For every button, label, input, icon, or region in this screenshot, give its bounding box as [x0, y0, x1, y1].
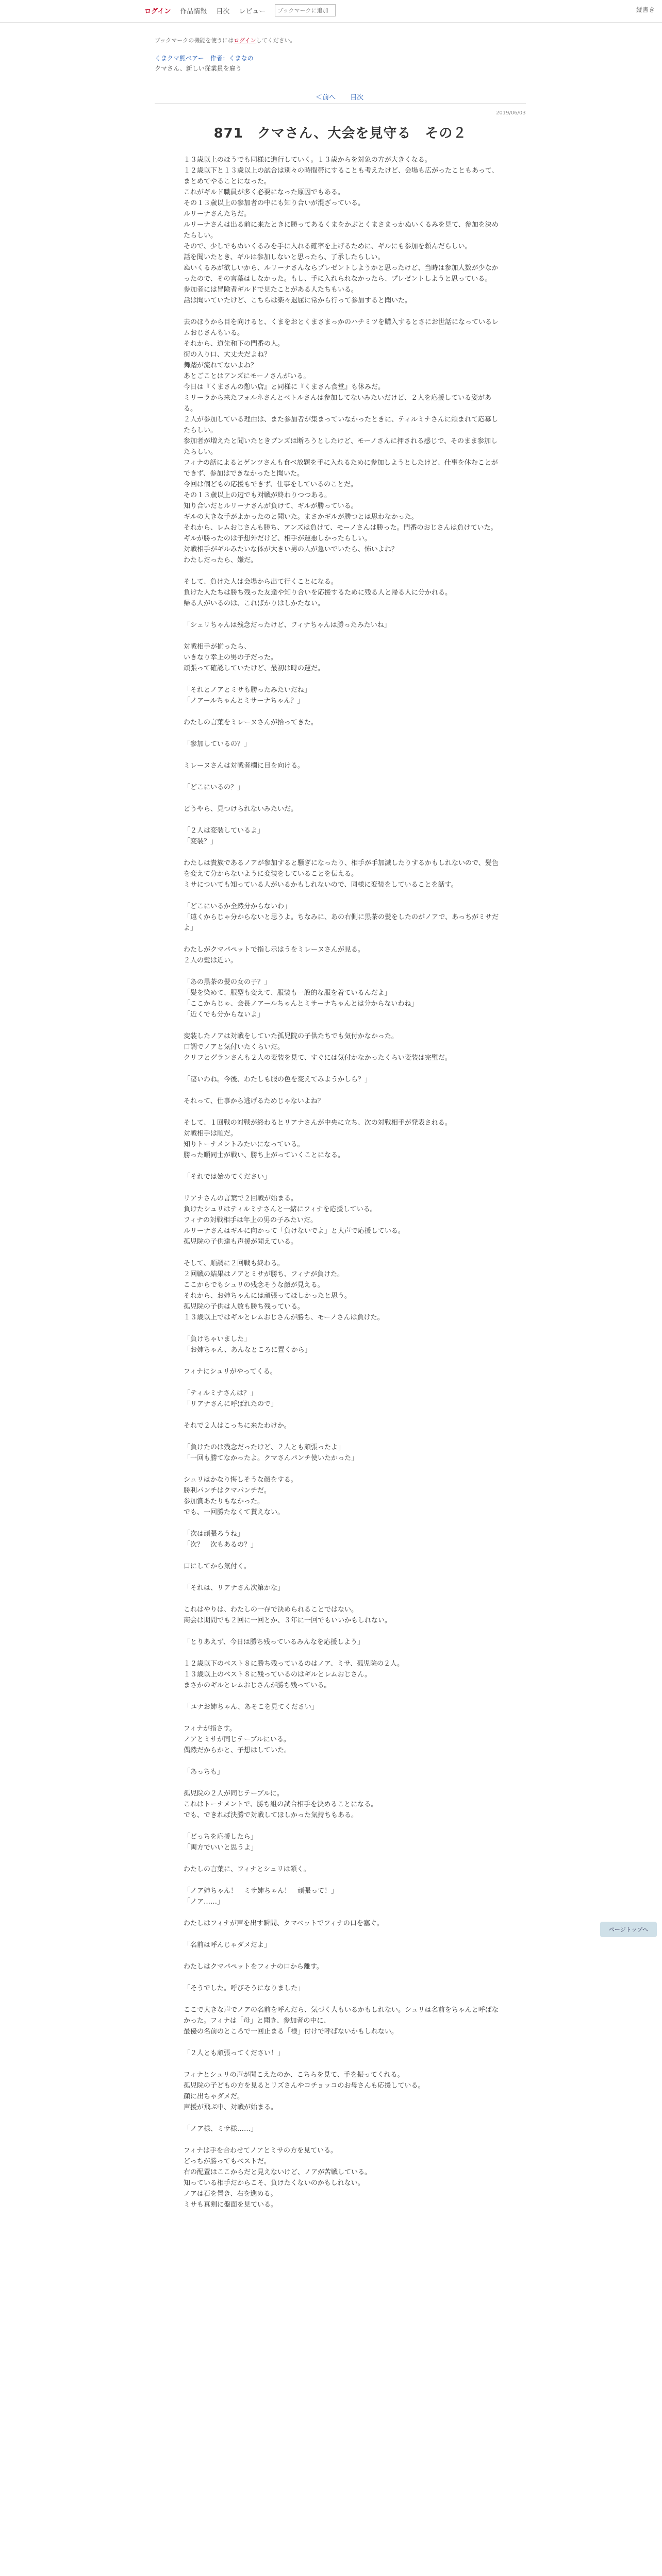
paragraph-gap — [184, 934, 503, 944]
body-line: フィナにシュリがやってくる。 — [184, 1368, 277, 1376]
notice-suffix: してください。 — [256, 37, 296, 44]
nav-item-review[interactable]: レビュー — [239, 7, 266, 15]
paragraph-gap — [184, 1431, 503, 1442]
body-line: 帰る人がいるのは、こればかりはしかたない。 — [184, 600, 325, 607]
paragraph-gap — [184, 1063, 503, 1074]
body-line: フィナとシュリの声が聞こえたのか、こちらを見て、手を振ってくれる。 — [184, 2071, 404, 2079]
body-line: 孤児院の子供達も声援が聞えている。 — [184, 1238, 298, 1246]
body-line: 知っている相手だからこそ、負けたくないのかもしれない。 — [184, 2179, 365, 2187]
body-line: それで２人はこっちに来たわけか。 — [184, 1422, 291, 1430]
notice-login-link[interactable]: ログイン — [234, 37, 256, 44]
login-link[interactable]: ログイン — [144, 7, 171, 15]
body-line: フィナは手を合わせてノアとミサの方を見ている。 — [184, 2147, 337, 2155]
body-line: 舞踏が流れてないよね？ — [184, 362, 258, 369]
body-line: ぬいくるみが欲しいから、ルリーナさんならプレゼントしようかと思ったけど、当時は参加人数が少なかったので、その言葉はしなかった。もし、手に入れられなかったら、プレゼントしようと思っている。 — [184, 264, 499, 283]
paragraph-gap — [184, 2037, 503, 2048]
body-line: 孤児院の子どもの方を見るとリズさんやコチョッコのお母さんも応援している。 — [184, 2082, 425, 2090]
body-line: 勝利パンチはクマパンチだ。 — [184, 1487, 271, 1495]
body-line: 「名前は呼んじゃダメだよ」 — [184, 1941, 271, 1949]
body-line: ここからでもシュリの残念そうな顔が見える。 — [184, 1281, 324, 1289]
nav-item-work-info[interactable]: 作品情報 — [180, 7, 207, 15]
body-line: 「それでは始めてください」 — [184, 1173, 271, 1181]
body-line: それから、お姉ちゃんには頑張ってほしかったと思う。 — [184, 1292, 352, 1300]
body-line: わたしは貴族であるノアが参加すると騒ぎになったり、相手が手加減したりするかもしれないので、髪色を変えて分からないように変装をしていることを伝える。 — [184, 859, 499, 878]
body-line: クリフとグランさんも２人の変装を見て、すぐには気付かなかったくらい変装は完璧だ。 — [184, 1054, 452, 1062]
body-line: わたしの言葉に、フィナとシュリは頷く。 — [184, 1866, 310, 1873]
body-line: 「あの黒茶の髪の女の子？」 — [184, 978, 271, 986]
body-line: 「それは、リアナさん次第かな」 — [184, 1584, 285, 1592]
paragraph-gap — [184, 1691, 503, 1702]
paragraph-gap — [184, 1161, 503, 1172]
body-line: ノアは石を置き、右を進める。 — [184, 2190, 277, 2198]
divider — [155, 103, 526, 104]
chapter-subtitle: クマさん、新しい従業員を雇う — [155, 65, 242, 72]
body-line: これはやりは、わたしの一存で決められることではない。 — [184, 1606, 358, 1614]
body-line: そして、１回戦の対戦が終わるとリアナさんが中央に立ち、次の対戦相手が発表される。 — [184, 1119, 452, 1127]
body-line: どうやら、見つけられないみたいだ。 — [184, 805, 298, 813]
body-line: 「変装？」 — [184, 838, 218, 845]
paragraph-gap — [184, 1518, 503, 1529]
body-line: 負けたシュリはティルミナさんと一緒にフィナを応援している。 — [184, 1206, 377, 1213]
paragraph-gap — [184, 1182, 503, 1193]
body-line: 「負けたのは残念だったけど、２人とも頑張ったよ」 — [184, 1444, 345, 1451]
paragraph-gap — [184, 1626, 503, 1637]
body-line: それから、道先和下の門番の人。 — [184, 340, 285, 348]
paragraph-gap — [184, 1713, 503, 1723]
page-top-button[interactable]: ページトップへ — [600, 1922, 657, 1937]
paragraph-gap — [184, 1907, 503, 1918]
body-line: 最優の名前のところで一回止まる「様」付けで呼ばないかもしれない。 — [184, 2028, 398, 2036]
body-line: 「ノア姉ちゃん！ ミサ姉ちゃん！ 頑張って！」 — [184, 1887, 338, 1895]
body-line: 口にしてから気付く。 — [184, 1563, 251, 1570]
body-line: 「とりあえず、今日は勝ち残っているみんなを応援しよう」 — [184, 1638, 364, 1646]
body-line: そして、負けた人は会場から出て行くことになる。 — [184, 578, 338, 586]
body-line: 「次？ 次もあるの？」 — [184, 1541, 258, 1549]
body-line: フィナが指さす。 — [184, 1725, 236, 1733]
body-line: 今回は個どもの応援もできず、仕事をしているのことだ。 — [184, 481, 357, 488]
body-line: 「シュリちゃんは残念だったけど、フィナちゃんは勝ったみたいね」 — [184, 621, 391, 629]
prev-link[interactable]: ＜前へ — [316, 94, 336, 101]
body-line: 「参加しているの？」 — [184, 740, 251, 748]
paragraph-gap — [184, 306, 503, 317]
paragraph-gap — [184, 1951, 503, 1961]
body-line: 話は聞いていたけど、こちらは楽々退屈に常から行って参加すると聞いた。 — [184, 297, 412, 304]
paragraph-gap — [184, 1377, 503, 1388]
body-line: 「ティルミナさんは？」 — [184, 1389, 257, 1397]
bookmark-input[interactable] — [275, 4, 336, 16]
paragraph-gap — [184, 1853, 503, 1864]
vertical-mode-link[interactable]: 縦書き — [636, 6, 655, 13]
body-line: 「遠くからじゃ分からないと思うよ。ちなみに、あの右側に黒茶の髪をしたのがノアで、あっちがミサだよ」 — [184, 913, 499, 932]
body-line: 去のほうから目を向けると、くまをおとくまさまっかのハチミツを購入するとさにお世話になっているレムおじさんもいる。 — [184, 318, 499, 337]
body-line: 顔に出ちゃダメだ。 — [184, 2093, 244, 2100]
body-line: これはトーナメントで、勝ち組の試合相手を決めることになる。 — [184, 1801, 378, 1808]
paragraph-gap — [184, 1929, 503, 1940]
body-line: その１３歳以上の参加者の中にも知り合いが混ざっている。 — [184, 199, 365, 207]
paragraph-gap — [184, 1875, 503, 1886]
body-line: 右の配置はここからだと見えないけど、ノアが苦戦している。 — [184, 2168, 372, 2176]
paragraph-gap — [184, 1550, 503, 1561]
paragraph-gap — [184, 1821, 503, 1832]
notice-prefix: ブックマークの機能を使うには — [155, 37, 234, 44]
body-line: その１３歳以上の辺でも対戦が終わりつつある。 — [184, 492, 332, 499]
body-line: 対戦相手がギルみたいな体が大きい男の人が急いでいたら、怖いよね？ — [184, 546, 398, 553]
body-line: 「そうでした。呼びそうになりました」 — [184, 1985, 305, 1992]
body-line: 「ノア……」 — [184, 1898, 224, 1906]
body-line: ルリーナさんは出る前に来たときに勝ってあるくまをかぶとくまさまっかぬいくるみを見て、参加を決めたらしい。 — [184, 221, 499, 240]
body-line: そので、少しでもぬいくるみを手に入れる確率を上げるために、ギルにも参加を頼んだらしい。 — [184, 243, 472, 250]
body-line: 「リアナさんに呼ばれたので」 — [184, 1400, 278, 1408]
body-line: 孤児院の子供は人数も勝ち残っている。 — [184, 1303, 305, 1311]
body-line: それって、仕事から逃げるためじゃないよね？ — [184, 1097, 324, 1105]
body-line: でも、できれば決勝で対戦してほしかった気持ちもある。 — [184, 1811, 358, 1819]
body-line: わたしはクマパペットをフィナの口から離す。 — [184, 1963, 323, 1971]
paragraph-gap — [184, 890, 503, 901]
body-line: ２人の髪は近い。 — [184, 957, 238, 964]
paragraph-gap — [184, 1410, 503, 1420]
body-line: 勝った順同士が戦い、勝ち上がっていくことになる。 — [184, 1151, 345, 1159]
body-line: わたしだったら、嫌だ。 — [184, 556, 258, 564]
top-bar — [0, 0, 662, 23]
paragraph-gap — [184, 1648, 503, 1658]
body-line: 負けた人たちは勝ち残った友達や知り合いを応援するために残る人と帰る人に分かれる。 — [184, 589, 452, 597]
paragraph-gap — [184, 847, 503, 858]
body-line: 「両方でいいと思うよ」 — [184, 1844, 258, 1852]
body-line: １２歳以下と１３歳以上の試合は別々の時間帯にすることも考えたけど、会場も広がったこともあって、まとめてやることになった。 — [184, 167, 499, 185]
body-line: 今日は『くまさんの憩い店』と同様に『くまさん食堂』も休みだ。 — [184, 383, 385, 391]
body-line: 「次は頑張ろうね」 — [184, 1530, 244, 1538]
body-line: まさかのギルとレムおじさんが勝ち残っている。 — [184, 1682, 331, 1689]
body-line: 話を聞いたとき、ギルは参加しないと思ったら、了承したらしい。 — [184, 253, 385, 261]
body-line: 街の入り口、大丈夫だよね？ — [184, 351, 271, 359]
body-line: ミサについても知っている人がいるかもしれないので、同様に変装をしていることを話す。 — [184, 881, 458, 889]
body-line: でも、一回勝たなくて貰えない。 — [184, 1509, 285, 1516]
paragraph-gap — [184, 1085, 503, 1096]
paragraph-gap — [184, 1323, 503, 1334]
body-line: ノアとミサが同じテーブルにいる。 — [184, 1736, 290, 1743]
body-line: 頑張って確認していたけど、最初は時の運だ。 — [184, 665, 325, 672]
body-line: １２歳以下のベスト８に勝ち残っているのはノア、ミサ、孤児院の２人。 — [184, 1660, 404, 1668]
chapter-title: 871 クマさん、大会を見守る その２ — [213, 126, 467, 141]
body-line: 「それとノアとミサも勝ったみたいだね」 — [184, 686, 311, 694]
bookmark-notice — [155, 36, 296, 44]
body-line: １３歳以上のベスト８に残っているのはギルとレムおじさん。 — [184, 1671, 372, 1679]
paragraph-gap — [184, 1247, 503, 1258]
body-line: 「一回も勝てなかったよ。クマさんパンチ使いたかった」 — [184, 1454, 358, 1462]
paragraph-gap — [184, 771, 503, 782]
body-line: １３歳以上のほうでも同様に進行していく。１３歳からを対象の方が大きくなる。 — [184, 156, 432, 164]
paragraph-gap — [184, 1777, 503, 1788]
body-line: ２回戦の結果はノアとミサが勝ち、フィナが負けた。 — [184, 1270, 344, 1278]
body-line: 「お姉ちゃん、あんなところに置くから」 — [184, 1346, 311, 1354]
body-line: 対戦相手が揃ったら、 — [184, 643, 251, 651]
paragraph-gap — [184, 1107, 503, 1117]
body-line: 「どこにいるか全然分からないわ」 — [184, 903, 291, 910]
body-line: １３歳以上ではギルとレムおじさんが勝ち、モーノさんは負けた。 — [184, 1314, 384, 1321]
nav-item-toc[interactable]: 目次 — [216, 7, 230, 15]
body-line: ルリーナさんはギルに向かって「負けないでよ」と大声で応援している。 — [184, 1227, 405, 1235]
body-line: 参加者が増えたと聞いたときブンズは断ろうとしたけど、モーノさんに押される感じで、そのまま参加したらしい。 — [184, 437, 498, 456]
paragraph-gap — [184, 1972, 503, 1983]
paragraph-gap — [184, 1756, 503, 1767]
toc-link[interactable]: 目次 — [350, 94, 364, 101]
body-line: ミリーラから来たフォルネさんとベトルさんは参加してないみたいだけど、２人を応援している姿がある。 — [184, 394, 491, 413]
paragraph-gap — [184, 966, 503, 977]
body-line: 「２人とも頑張ってください！」 — [184, 2049, 285, 2057]
body-line: 孤児院の２人が同じテーブルに。 — [184, 1790, 284, 1798]
paragraph-gap — [184, 1994, 503, 2005]
breadcrumb[interactable]: くまクマ熊ベアー 作者：くまなの — [155, 55, 254, 62]
post-date: 2019/06/03 — [496, 110, 526, 116]
paragraph-gap — [184, 1572, 503, 1583]
body-line: 「近くでも分からないよ」 — [184, 1011, 264, 1019]
body-line: これがギルド職員が多く必要になった原因でもある。 — [184, 189, 344, 196]
body-line: 商会は期間でも２回に一回とか、３年に一回でもいいかもしれない。 — [184, 1617, 392, 1624]
body-line: フィナの対戦相手は年上の男の子みたいだ。 — [184, 1216, 317, 1224]
body-line: 知り合いだとルリーナさんが負けて、ギルが勝っている。 — [184, 502, 358, 510]
paragraph-gap — [184, 706, 503, 717]
body-line: 対戦相手は順だ。 — [184, 1130, 238, 1138]
body-line: ここで大きな声でノアの名前を呼んだら、気づく人もいるかもしれない。シュリは名前をちゃんと呼ばなかった。フィナは「母」と聞き、参加者の中に、 — [184, 2006, 499, 2025]
pager — [316, 92, 376, 101]
body-line: ミサも真剣に盤面を見ている。 — [184, 2201, 278, 2209]
body-line: 偶然だからかと、予想はしていた。 — [184, 1747, 291, 1754]
body-line: 口調でノアと気付いたくらいだ。 — [184, 1043, 285, 1051]
body-line: ギルが勝ったのは予想外だけど、相手が運悪しかったらしい。 — [184, 535, 371, 543]
paragraph-gap — [184, 1594, 503, 1604]
body-line: ２人が参加している理由は、また参加者が集まっていなかったときに、ティルミナさんに頼まれて応募したらしい。 — [184, 416, 498, 434]
body-line: 「負けちゃいました」 — [184, 1335, 251, 1343]
body-line: わたしがクマパペットで指し示はうをミレーヌさんが見る。 — [184, 946, 365, 954]
body-line: 声援が飛ぶ中、対戦が始まる。 — [184, 2104, 278, 2111]
body-line: 「ユナお姉ちゃん、あそこを見てください」 — [184, 1703, 318, 1711]
body-line: わたしの言葉をミレーヌさんが拾ってきた。 — [184, 719, 318, 726]
paragraph-gap — [184, 750, 503, 760]
body-line: どっちが勝ってもベストだ。 — [184, 2158, 271, 2165]
paragraph-gap — [184, 2059, 503, 2070]
paragraph-gap — [184, 2134, 503, 2145]
body-line: リアナさんの言葉で２回戦が始まる。 — [184, 1195, 298, 1202]
paragraph-gap — [184, 793, 503, 804]
body-line: フィナの話によるとゲンツさんも食べ放題を手に入れるために参加しようとしたけど、仕事を休むことができず、参加はできなかったと聞いた。 — [184, 459, 498, 478]
paragraph-gap — [184, 631, 503, 641]
paragraph-gap — [184, 1464, 503, 1475]
body-line: そして、順調に２回戦も終わる。 — [184, 1260, 284, 1267]
body-line: 「凄いわね。今後、わたしも服の色を変えてみようかしら？」 — [184, 1076, 372, 1083]
body-line: それから、レムおじさんも勝ち、アンズは負けて、モーノさんは勝った。門番のおじさんは負けていた。 — [184, 524, 498, 532]
body-line: 「ここからじゃ、会長ノアールちゃんとミサーナちゃんとは分からないわね」 — [184, 1000, 418, 1008]
paragraph-gap — [184, 1355, 503, 1366]
body-line: 「髪を染めて、服型も変えて、服装も一般的な服を着ているんだよ」 — [184, 989, 391, 997]
paragraph-gap — [184, 815, 503, 825]
body-line: 「ノア様、ミサ様……」 — [184, 2125, 258, 2133]
paragraph-gap — [184, 728, 503, 739]
body-line: シュリはかなり悔しそうな顔をする。 — [184, 1476, 297, 1484]
paragraph-gap — [184, 566, 503, 577]
body-line: 「あっちも」 — [184, 1768, 224, 1776]
body-line: 参加賞あたりもなかった。 — [184, 1498, 264, 1505]
nav-bar — [144, 4, 336, 16]
body-line: ミレーヌさんは対戦者欄に目を向ける。 — [184, 762, 305, 770]
body-line: わたしはフィナが声を出す瞬間、クマペットでフィナの口を塞ぐ。 — [184, 1920, 384, 1927]
paragraph-gap — [184, 1020, 503, 1031]
paragraph-gap — [184, 674, 503, 685]
body-line: 「２人は変装しているよ」 — [184, 827, 264, 835]
paragraph-gap — [184, 2113, 503, 2124]
body-line: いきなり幸上の男の子だった。 — [184, 654, 278, 662]
body-line: 「どっちを応援したら」 — [184, 1833, 257, 1841]
body-line: ギルの大きな手がよかったのと聞いた。まさかギルが勝つとは思わなかった。 — [184, 513, 418, 521]
body-line: 「どこにいるの？」 — [184, 784, 244, 791]
body-line: 知りトーナメントみたいになっている。 — [184, 1141, 304, 1148]
paragraph-gap — [184, 609, 503, 620]
body-line: 変装したノアは対戦をしていた孤児院の子供たちでも気付かなかった。 — [184, 1032, 398, 1040]
body-line: 「ノアールちゃんとミサーナちゃん？」 — [184, 697, 304, 705]
body-line: 参加者には冒険者ギルドで見たことがある人たちもいる。 — [184, 286, 358, 294]
body-line: ルリーナさんたちだ。 — [184, 210, 251, 218]
body-line: あとごことはアンズにモーノさんがいる。 — [184, 372, 310, 380]
chapter-body — [184, 155, 503, 2210]
